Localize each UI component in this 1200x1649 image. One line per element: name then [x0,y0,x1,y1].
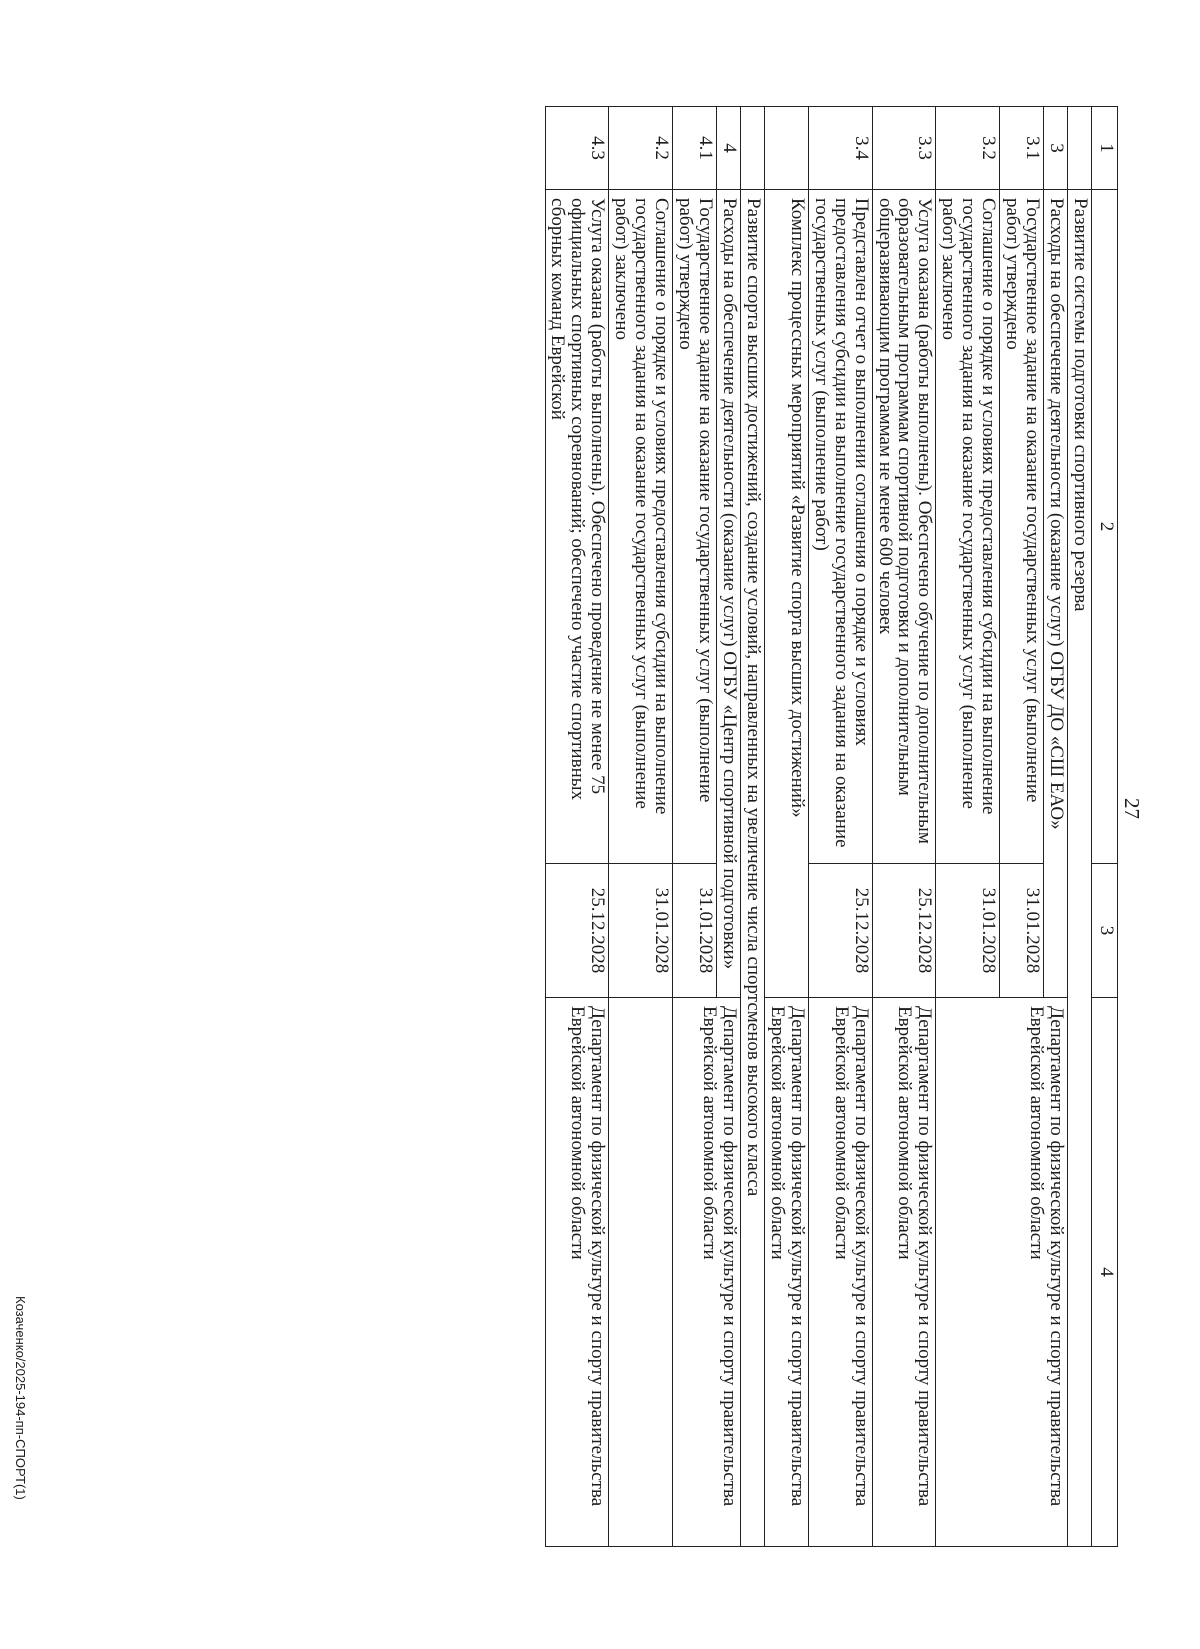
activities-table [545,106,1118,1547]
row-number [741,107,765,190]
footer-document-code: Козаченко/2025-194-пп-СПОРТ(1) [13,1296,28,1500]
row-number: 3.2 [936,107,1000,190]
row-text: Представлен отчет о выполнении соглашения о порядке и условиях предоставления субсидии на выполнение государственного задания на оказание государственных услуг (выполнение работ) [808,190,872,864]
row-date: 25.12.2028 [872,864,936,998]
table-row [717,107,741,1547]
row-number: 3 [1044,107,1068,190]
page-number: 27 [1120,798,1144,819]
section-row [1068,107,1092,1547]
row-text: Услуга оказана (работы выполнены). Обеспечено обучение по дополнительным образовательным программам спортивной подготовки и дополнительным общеразвивающим программам не менее 600 человек [872,190,936,864]
table-row [808,107,872,1547]
table-row [609,107,673,1547]
complex-row [764,107,808,1547]
responsible-party: Департамент по физической культуре и спорту правительства Еврейской автономной области [764,998,808,1547]
row-date: 25.12.2028 [808,864,872,998]
complex-title: Комплекс процессных мероприятий «Развитие спорта высших достижений» [764,190,808,998]
row-number [764,107,808,190]
row-number: 3.3 [872,107,936,190]
responsible-party: Департамент по физической культуре и спорту правительства Еврейской автономной области [872,998,936,1547]
responsible-party: Департамент по физической культуре и спорту правительства Еврейской автономной области [936,998,1068,1547]
row-date: 31.01.2028 [936,864,1000,998]
table-row [1044,107,1068,1547]
responsible-party: Департамент по физической культуре и спорту правительства Еврейской автономной области [808,998,872,1547]
column-number-1: 1 [1092,107,1118,190]
row-number: 3.4 [808,107,872,190]
row-text: Услуга оказана (работы выполнены). Обеспечено проведение не менее 75 официальных спортивных соревнований; обеспечено участие спортивных сборных команд Еврейской [545,190,609,864]
table-row [872,107,936,1547]
row-text: Расходы на обеспечение деятельности (оказание услуг) ОГБУ «Центр спортивной подготовки» [717,190,741,998]
table-row [545,107,609,1547]
column-number-2: 2 [1092,190,1118,864]
row-text: Соглашение о порядке и условиях предоставления субсидии на выполнение государственного задания на оказание государственных услуг (выполнение работ) заключено [936,190,1000,864]
row-text: Государственное задание на оказание государственных услуг (выполнение работ) утверждено [673,190,717,864]
column-number-3: 3 [1092,864,1118,998]
row-text: Соглашение о порядке и условиях предоставления субсидии на выполнение государственного задания на оказание государственных услуг (выполнение работ) заключено [609,190,673,864]
row-text: Государственное задание на оказание государственных услуг (выполнение работ) утверждено [1000,190,1044,864]
row-number: 4 [717,107,741,190]
row-date: 31.01.2028 [1000,864,1044,998]
row-number: 4.2 [609,107,673,190]
section-row [741,107,765,1547]
row-number: 4.3 [545,107,609,190]
row-date: 25.12.2028 [545,864,609,998]
column-number-row [1092,107,1118,1547]
row-date: 31.01.2028 [673,864,717,998]
responsible-party: Департамент по физической культуре и спорту правительства Еврейской автономной области [673,998,741,1547]
row-date: 31.01.2028 [609,864,673,998]
responsible-party: Департамент по физической культуре и спорту правительства Еврейской автономной области [545,998,609,1547]
section-title: Развитие спорта высших достижений, создание условий, направленных на увеличение числа спортсменов высокого класса [741,190,765,1547]
row-number [1068,107,1092,190]
row-number: 3.1 [1000,107,1044,190]
row-text: Расходы на обеспечение деятельности (оказание услуг) ОГБУ ДО «СШ ЕАО» [1044,190,1068,998]
empty-cell [609,998,673,1547]
column-number-4: 4 [1092,998,1118,1547]
row-number: 4.1 [673,107,717,190]
section-title: Развитие системы подготовки спортивного резерва [1068,190,1092,1547]
